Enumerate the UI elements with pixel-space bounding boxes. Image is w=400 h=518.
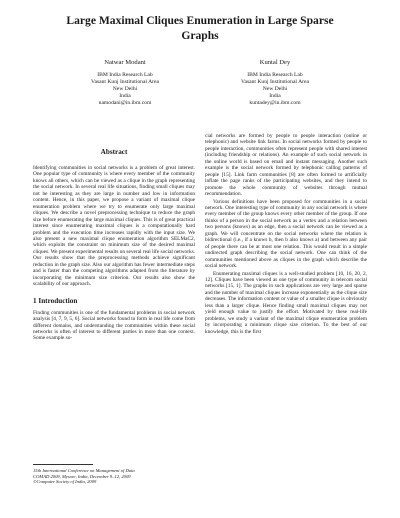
body-paragraph: Enumerating maximal cliques is a well-studied problem [10, 16, 20, 2, 12]. Cliques have been viewed as one type of community in telecom social networks [15, 1]. The graphs in such applications are very large and sparse and the number of maximal cliques increase exponentially as the clique size decreases. The information content or value of a smaller clique is obviously less than a larger clique. Hence finding small maximal cliques may not yield enough value to justify the effort. Motivated by these real-life problems, we study a variant of the maximal clique enumeration problem by incorporating a minimum clique size criterion. To the best of our knowledge, this is the first	[205, 270, 367, 335]
affiliation-line: India	[269, 93, 281, 99]
paper-title	[30, 14, 370, 43]
author-block	[200, 58, 350, 107]
right-column	[205, 133, 367, 335]
author-name: Natwar Modani	[104, 59, 146, 66]
author-name: Kuntal Dey	[259, 59, 291, 66]
abstract-text: Identifying communities in social networks is a problem of great interest. One popular type of community is where every member of the community knows all others, which can be viewed as a clique in the graph representing the social network. In several real life situations, finding small cliques may not be interesting as they are large in number and low in information content. Hence, in this paper, we propose a variant of maximal clique enumeration problem where we try to enumerate only large maximal cliques. We describe a novel preprocessing technique to reduce the graph size before enumerating the large maximal cliques. This is of great practical interest since enumerating maximal cliques is a computationally hard problem and the execution time increases rapidly with the input size. We also present a new maximal clique enumeration algorithm SELMaC2, which exploits the constraint on minimum size of the desired maximal cliques. We present experimental results on several real life social networks. Our results show that the preprocessing methods achieve significant reduction in the graph size. Also our algorithm has fewer intermediate steps and is faster than the competing algorithms adapted from the literature by incorporating the minimum size criterion. Our results also show the scalability of our approach.	[33, 165, 195, 288]
author-block	[50, 58, 200, 107]
affiliation-line: Vasant Kunj Institutional Area	[91, 79, 159, 85]
body-paragraph: Finding communities is one of the fundamental problems in social network analysis [4, 7, 9, 5, 6]. Social networks found to form in real life come from different domains, and understanding the communities within these social networks is often of interest to different parties in more than one context. Some example so-	[33, 309, 195, 342]
abstract-heading: Abstract	[100, 148, 128, 156]
affiliation-line: IBM India Research Lab	[247, 72, 303, 78]
body-paragraph: cial networks are formed by people to people interaction (online or telephonic) and website link farms. In social networks formed by people to people interaction, communities often represent people with shared interest (including friendship or relations). An example of such social network in the online world is based on email and instant messaging. Another such example is the social network formed by telephonic calling patterns of people [15]. Link farm communities [8] are often formed to artificially inflate the page ranks of the participating websites, and they intend to promote the whole community of websites through mutual recommendation.	[205, 133, 367, 198]
title-line: Graphs	[181, 28, 219, 42]
author-email: namodani@in.ibm.com	[98, 100, 152, 106]
affiliation-line: New Delhi	[262, 86, 288, 92]
title-line: Large Maximal Cliques Enumeration in Large Sparse	[66, 14, 334, 27]
footnote	[33, 468, 195, 485]
affiliation-line: New Delhi	[112, 86, 138, 92]
footnote-line: 15th International Conference on Management of Data	[33, 468, 135, 473]
footnote-rule	[33, 464, 93, 465]
affiliation-line: IBM India Research Lab	[97, 72, 153, 78]
footnote-line: COMAD 2009, Mysore, India, December 9–12, 2009	[33, 473, 131, 479]
footnote-line: ©Computer Society of India, 2009	[33, 479, 97, 485]
left-column	[33, 148, 195, 342]
introduction-heading: 1 Introduction	[33, 296, 78, 305]
affiliation-line: India	[119, 93, 131, 99]
affiliation-line: Vasant Kunj Institutional Area	[241, 79, 309, 85]
author-email: kuntadey@in.ibm.com	[249, 100, 301, 106]
body-paragraph: Various definitions have been proposed for communities in a social network. One interesting type of community in any social network is where every member of the group knows every other member of the group. If one thinks of a person in the social network as a vertex and a relation between two persons (knows) as an edge, then a social network can be viewed as a graph. We will concentrate on the social networks where the relation is bidirectional (i.e., if a knows b, then b also knows a) and between any pair of people there can be at most one relation. This would result in a simple undirected graph describing the social network. One can think of the communities mentioned above as cliques in the graph which describe the social network.	[205, 198, 367, 270]
